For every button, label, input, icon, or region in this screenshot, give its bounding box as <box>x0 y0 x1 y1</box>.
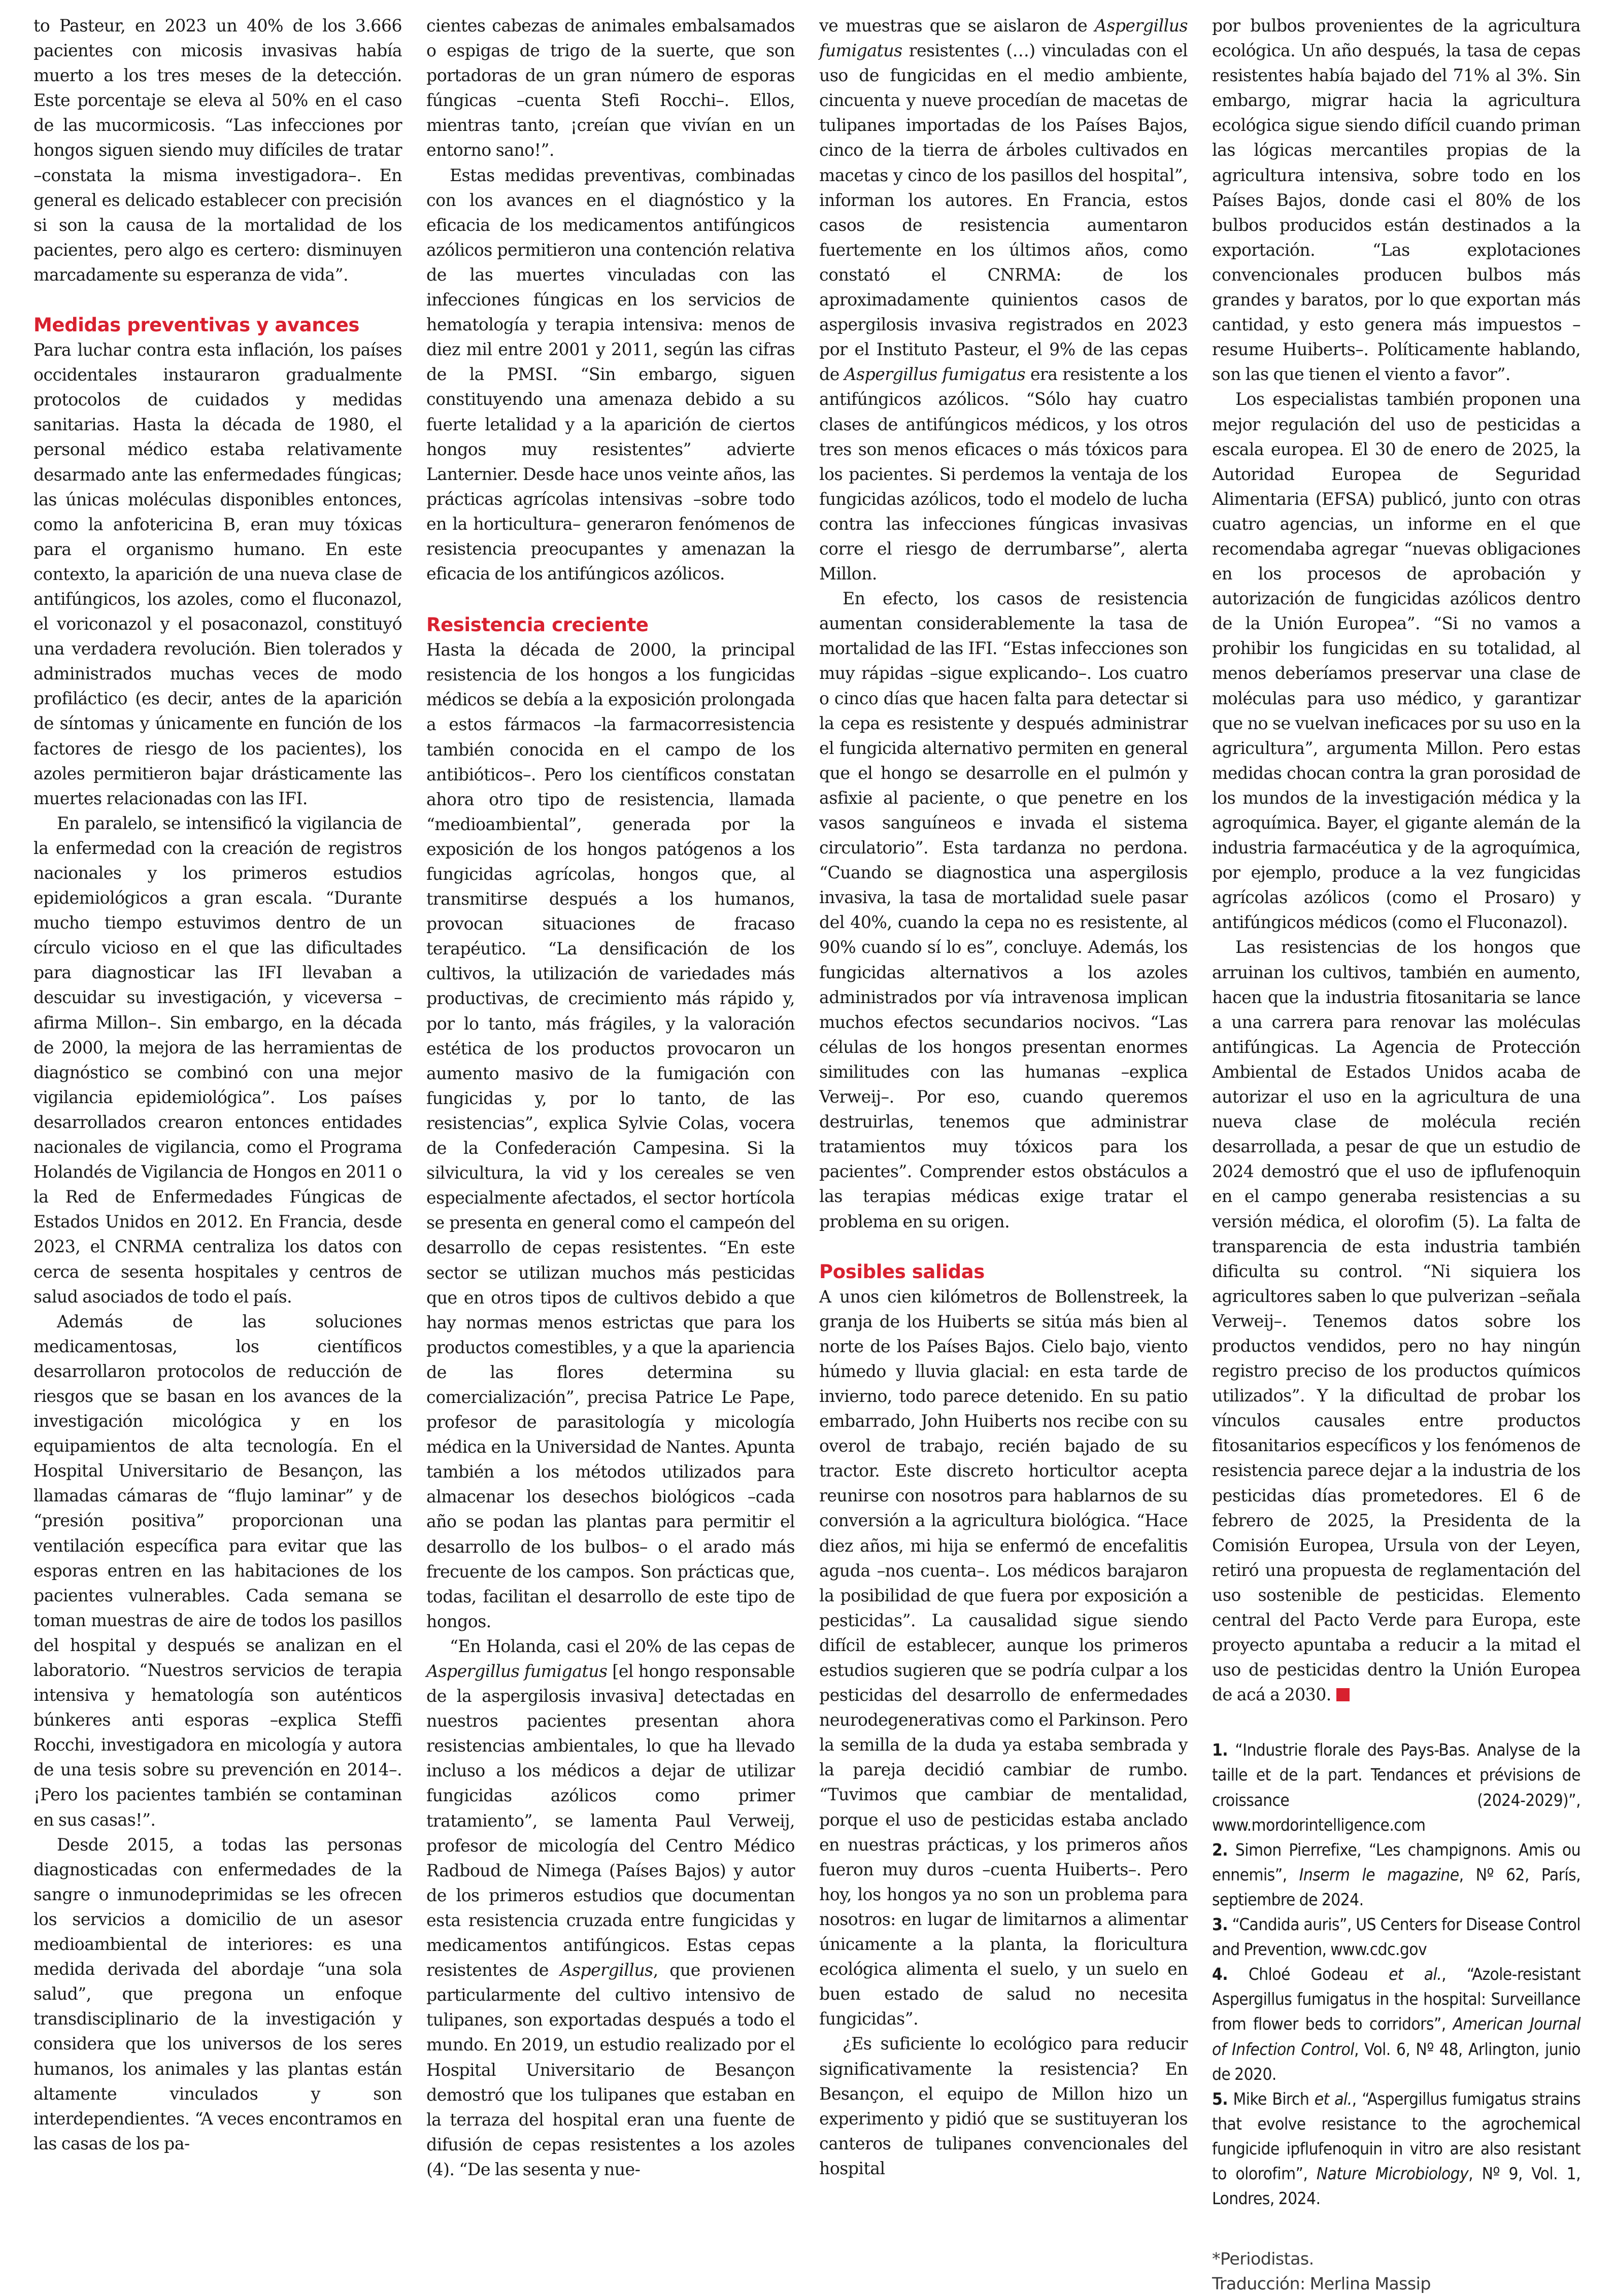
text-run: ¿Es suficiente lo ecológico para reducir significativamente la resistencia? En Besançon, el equipo de Millon hizo un experimento y pidió que se sustituyeran los canteros de tulipanes convencionales del hospital <box>819 2034 1188 2178</box>
italic-text: Aspergillus fumigatus <box>426 1661 608 1681</box>
text-run: , Nº 9, Vol. 1, Londres, 2024. <box>1212 2163 1581 2209</box>
text-run: resistentes (…) vinculadas con el uso de fungicidas en el medio ambiente, cincuenta y nueve procedían de macetas de tulipanes importadas de los Países Bajos, cinco de la tierra de árboles cultivados en macetas y cinco de los pasillos del hospital”, informan los autores. En Francia, estos casos de resistencia aumentaron fuertemente en los últimos años, como constató el CNRMA: de los aproximadamente quinientos casos de aspergilosis invasiva registrados en 2023 por el Instituto Pasteur, el 9% de las cepas de <box>819 41 1188 385</box>
footnote-number: 3. <box>1212 1914 1228 1935</box>
text-run: ve muestras que se aislaron de <box>819 16 1095 36</box>
text-run: En paralelo, se intensificó la vigilancia de la enfermedad con la creación de registros nacionales y los primeros estudios epidemiológicos a gran escala. “Durante mucho tiempo estuvimos dentro de un círculo vicioso en el que las dificultades para diagnosticar las IFI llevaban a descuidar su investigación, y viceversa –afirma Millon–. Sin embargo, en la década de 2000, la mejora de las herramientas de diagnóstico se combinó con una mejor vigilancia epidemiológica”. Los países desarrollados crearon entonces entidades nacionales de vigilancia, como el Programa Holandés de Vigilancia de Hongos en 2011 o la Red de Enfermedades Fúngicas de Estados Unidos en 2012. En Francia, desde 2023, el CNRMA centraliza los datos con cerca de sesenta hospitales y centros de salud asociados de todo el país. <box>33 813 402 1307</box>
text-run: , “Aspergillus fumigatus strains that evolve resistance to the agrochemical fungicide ipflufenoquin in vitro are also resistant to olorofim”, <box>1212 2088 1581 2183</box>
text-run: Además de las soluciones medicamentosas, los científicos desarrollaron protocolos de reducción de riesgos que se basan en los avances de la investigación micológica y en los equipamientos de alta tecnología. En el Hospital Universitario de Besançon, las llamadas cámaras de “flujo laminar” y de “presión positiva” proporcionan una ventilación específica para evitar que las esporas entren en las habitaciones de los pacientes vulnerables. Cada semana se toman muestras de aire de todos los pasillos del hospital y después se analizan en el laboratorio. “Nuestros servicios de terapia intensiva y hematología son auténticos búnkeres anti esporas –explica Steffi Rocchi, investigadora en micología y autora de una tesis sobre su prevención en 2014–. ¡Pero los pacientes también se contaminan en sus casas!”. <box>33 1311 402 1830</box>
text-run: , que provienen particularmente del cultivo intensivo de tulipanes, son exportadas después a todo el mundo. En 2019, un estudio realizado por el Hospital Universitario de Besançon demostró que los tulipanes que estaban en la terraza del hospital eran una fuente de difusión de cepas resistentes a los azoles (4). “De las sesenta y nue- <box>426 1960 795 2179</box>
author-credit: *Periodistas. <box>1212 2249 1314 2269</box>
footnote-number: 4. <box>1212 1964 1228 1984</box>
section-heading: Resistencia creciente <box>426 614 649 636</box>
text-run: Las resistencias de los hongos que arruinan los cultivos, también en aumento, hacen que la industria fitosanitaria se lance a una carrera para renovar las moléculas antifúngicas. La Agencia de Protección Ambiental de Estados Unidos acaba de autorizar el uso en la agricultura de una nueva clase de molécula recién desarrollada, a pesar de que un estudio de 2024 demostró que el uso de ipflufenoquin en el campo generaba resistencias a su versión médica, el olorofim (5). La falta de transparencia de esta industria también dificulta su control. “Ni siquiera los agricultores saben lo que pulverizan –señala Verweij–. Tenemos datos sobre los productos vendidos, pero no hay ningún registro preciso de los productos químicos utilizados”. Y la dificultad de probar los vínculos causales entre productos fitosanitarios específicos y los fenómenos de resistencia parece dejar a la industria de los pesticidas días prometedores. El 6 de febrero de 2025, la Presidenta de la Comisión Europea, Ursula von der Leyen, retiró una propuesta de reglamentación del uso sostenible de pesticidas. Elemento central del Pacto Verde para Europa, este proyecto apuntaba a reducir a la mitad el uso de pesticidas dentro la Unión Europea de acá a 2030. <box>1212 937 1581 1705</box>
italic-text: Aspergillus fumigatus <box>819 16 1188 61</box>
text-run: to Pasteur, en 2023 un 40% de los 3.666 pacientes con micosis invasivas había muerto a los tres meses de la detección. Este porcentaje se eleva al 50% en el caso de las mucormicosis. “Las infecciones por hongos siguen siendo muy difíciles de tratar –constata la misma investigadora–. En general es delicado establecer con precisión si son la causa de la mortalidad de los pacientes, pero algo es certero: disminuyen marcadamente su esperanza de vida”. <box>33 16 402 285</box>
paragraph <box>33 811 402 1309</box>
text-run: Mike Birch <box>1233 2088 1315 2109</box>
paragraph <box>819 586 1188 1233</box>
footnote-number: 1. <box>1212 1740 1228 1760</box>
footnote-number: 2. <box>1212 1839 1228 1860</box>
paragraph <box>426 1634 795 2182</box>
text-run: Chloé Godeau <box>1248 1964 1389 1984</box>
text-run: era resistente a los antifúngicos azólicos. “Sólo hay cuatro clases de antifúngicos médicos, y los otros tres son menos eficaces o más tóxicos para los pacientes. Si perdemos la ventaja de los fungicidas azólicos, todo el modelo de lucha contra las infecciones fúngicas invasivas corre el riesgo de derrumbarse”, alerta Millon. <box>819 364 1188 584</box>
paragraph <box>33 337 402 811</box>
text-run: por bulbos provenientes de la agricultura ecológica. Un año después, la tasa de cepas resistentes había bajado del 71% al 3%. Sin embargo, migrar hacia la agricultura ecológica sigue siendo difícil cuando priman las lógicas mercantiles propias de la agricultura intensiva, sobre todo en los Países Bajos, donde casi el 80% de los bulbos producidos están destinados a la exportación. “Las explotaciones convencionales producen bulbos más grandes y baratos, por lo que exportan más cantidad, y esto genera más impuestos –resume Huiberts–. Políticamente hablando, son las que tienen el viento a favor”. <box>1212 16 1581 385</box>
text-run: “Candida auris”, US Centers for Disease Control and Prevention, www.cdc.gov <box>1212 1914 1581 1960</box>
footnote <box>1212 1737 1581 1837</box>
paragraph <box>819 1284 1188 2032</box>
text-column-2 <box>426 13 795 2179</box>
end-of-article-square-icon <box>1336 1688 1350 1701</box>
paragraph <box>426 163 795 587</box>
section-heading: Posibles salidas <box>819 1260 985 1283</box>
italic-text: Inserm le magazine <box>1299 1864 1459 1884</box>
paragraph <box>1212 13 1581 387</box>
paragraph <box>1212 935 1581 1707</box>
footnote <box>1212 2086 1581 2211</box>
column-4-body <box>1212 13 1581 1707</box>
text-run: cientes cabezas de animales embalsamados o espigas de trigo de la suerte, que son portadoras de un gran número de esporas fúngicas –cuenta Stefi Rocchi–. Ellos, mientras tanto, ¡creían que vivían en un entorno sano!”. <box>426 16 795 160</box>
credits <box>1212 2246 1581 2296</box>
text-run: Hasta la década de 2000, la principal resistencia de los hongos a los fungicidas médicos se debía a la exposición prolongada a estos fármacos –la farmacorresistencia también conocida en el campo de los antibióticos–. Pero los científicos constatan ahora otro tipo de resistencia, llamada “medioambiental”, generada por la exposición de los hongos patógenos a los fungicidas agrícolas, hongos que, al transmitirse después a los humanos, provocan situaciones de fracaso terapéutico. “La densificación de los cultivos, la utilización de variedades más productivas, de crecimiento más rápido y, por lo tanto, más frágiles, y la valoración estética de los productos provocaron un aumento masivo de la fumigación con fungicidas y, por lo tanto, de las resistencias”, explica Sylvie Colas, vocera de la Confederación Campesina. Si la silvicultura, la vid y los cereales se ven especialmente afectados, el sector hortícola se presenta en general como el campeón del desarrollo de cepas resistentes. “En este sector se utilizan muchos más pesticidas que en otros tipos de cultivos debido a que hay normas menos estrictas que para los productos comestibles, y a que la apariencia de las flores determina su comercialización”, precisa Patrice Le Pape, profesor de parasitología y micología médica en la Universidad de Nantes. Apunta también a los métodos utilizados para almacenar los desechos biológicos –cada año se podan las plantas para permitir el desarrollo de los bulbos– o el arado más frecuente de los campos. Son prácticas que, todas, facilitan el desarrollo de este tipo de hongos. <box>426 640 795 1631</box>
italic-text: American Journal of Infection Control <box>1212 2014 1581 2059</box>
text-column-1 <box>33 13 402 2153</box>
paragraph <box>33 1309 402 1832</box>
paragraph <box>819 13 1188 586</box>
text-run: En efecto, los casos de resistencia aumentan considerablemente la tasa de mortalidad de las IFI. “Estas infecciones son muy rápidas –sigue explicando–. Los cuatro o cinco días que hacen falta para detectar si la cepa es resistente y después administrar el fungicida alternativo permiten en general que el hongo se desarrolle en el pulmón y asfixie al paciente, o que penetre en los vasos sanguíneos e invada el sistema circulatorio”. Esta tardanza no perdona. “Cuando se diagnostica una aspergilosis invasiva, la tasa de mortalidad suele pasar del 40%, cuando la cepa no es resistente, al 90% cuando sí lo es”, concluye. Además, los fungicidas alternativos a los azoles administrados por vía intravenosa implican muchos efectos secundarios nocivos. “Las células de los hongos presentan enormes similitudes con las humanas –explica Verweij–. Por eso, cuando queremos destruirlas, tenemos que administrar tratamientos muy tóxicos para los pacientes”. Comprender estos obstáculos a las terapias médicas exige tratar el problema en su origen. <box>819 589 1188 1231</box>
paragraph <box>33 1832 402 2156</box>
italic-text: Aspergillus <box>560 1960 653 1980</box>
text-run: [el hongo responsable de la aspergilosis invasiva] detectadas en nuestros pacientes presentan ahora resistencias ambientales, lo que ha llevado incluso a los médicos a dejar de utilizar fungicidas azólicos como primer tratamiento”, se lamenta Paul Verweij, profesor de micología del Centro Médico Radboud de Nimega (Países Bajos) y autor de los primeros estudios que documentan esta resistencia cruzada entre fungicidas y medicamentos antifúngicos. Estas cepas resistentes de <box>426 1661 795 1980</box>
text-run: “Industrie florale des Pays-Bas. Analyse de la taille et de la part. Tendances et prévisions de croissance (2024-2029)”, www.mordorintelligence.com <box>1212 1740 1581 1835</box>
text-run: Desde 2015, a todas las personas diagnosticadas con enfermedades de la sangre o inmunodeprimidas se les ofrecen los servicios a domicilio de un asesor medioambiental de interiores: es una medida derivada del abordaje “una sola salud”, que pregona un enfoque transdisciplinario de la investigación y considera que los universos de los seres humanos, los animales y las plantas están altamente vinculados y son interdependientes. “A veces encontramos en las casas de los pa- <box>33 1834 402 2153</box>
paragraph <box>819 2031 1188 2181</box>
italic-text: Nature Microbiology <box>1316 2163 1469 2183</box>
paragraph <box>33 13 402 287</box>
italic-text: et al. <box>1314 2088 1352 2109</box>
footnote <box>1212 1837 1581 1912</box>
footnote-number: 5. <box>1212 2088 1228 2109</box>
text-column-3 <box>819 13 1188 2178</box>
footnote <box>1212 1912 1581 1962</box>
text-run: Los especialistas también proponen una mejor regulación del uso de pesticidas a escala europea. El 30 de enero de 2025, la Autoridad Europea de Seguridad Alimentaria (EFSA) publicó, junto con otras cuatro agencias, un informe en el que recomendaba agregar “nuevas obligaciones en los procesos de aprobación y autorización de fungicidas azólicos dentro de la Unión Europea”. “Si no vamos a prohibir los fungicidas en su totalidad, al menos deberíamos preservar una clase de moléculas para uso médico, y garantizar que no se vuelvan ineficaces por su uso en la agricultura”, argumenta Millon. Pero estas medidas chocan contra la gran porosidad de los mundos de la investigación médica y la agroquímica. Bayer, el gigante alemán de la industria farmacéutica y de la agroquímica, por ejemplo, produce a la vez fungicidas agrícolas azólicos (como el Prosaro) y antifúngicos médicos (como el Fluconazol). <box>1212 389 1581 933</box>
text-run: , Nº 62, París, septiembre de 2024. <box>1212 1864 1581 1909</box>
italic-text: et al. <box>1388 1964 1442 1984</box>
text-run: Estas medidas preventivas, combinadas con los avances en el diagnóstico y la eficacia de los medicamentos antifúngicos azólicos permitieron una contención relativa de las muertes vinculadas con las infecciones fúngicas en los servicios de hematología y terapia intensiva: menos de diez mil entre 2001 y 2011, según las cifras de la PMSI. “Sin embargo, siguen constituyendo una amenaza debido a su fuerte letalidad y a la aparición de ciertos hongos muy resistentes” advierte Lanternier. Desde hace unos veinte años, las prácticas agrícolas intensivas –sobre todo en la horticultura– generaron fenómenos de resistencia preocupantes y amenazan la eficacia de los antifúngicos azólicos. <box>426 165 795 584</box>
footnote <box>1212 1962 1581 2086</box>
italic-text: Aspergillus fumigatus <box>844 364 1026 385</box>
paragraph <box>1212 387 1581 935</box>
footnotes <box>1212 1737 1581 2211</box>
text-run: Para luchar contra esta inflación, los países occidentales instauraron gradualmente protocolos de cuidados y medidas sanitarias. Hasta la década de 1980, el personal médico estaba relativamente desarmado ante las enfermedades fúngicas; las únicas moléculas disponibles entonces, como la anfotericina B, eran muy tóxicas para el organismo humano. En este contexto, la aparición de una nueva clase de antifúngicos, los azoles, como el fluconazol, el voriconazol y el posaconazol, constituyó una verdadera revolución. Bien tolerados y administrados muchas veces de modo profiláctico (es decir, antes de la aparición de síntomas y únicamente en función de los factores de riesgo de los pacientes), los azoles permitieron bajar drásticamente las muertes relacionadas con las IFI. <box>33 340 402 808</box>
translator-credit: Traducción: Merlina Massip <box>1212 2274 1431 2294</box>
paragraph <box>426 13 795 163</box>
text-run: “En Holanda, casi el 20% de las cepas de <box>450 1636 795 1656</box>
text-run: Simon Pierrefixe, “Les champignons. Amis ou ennemis”, <box>1212 1839 1581 1884</box>
paragraph <box>426 637 795 1634</box>
text-run: , Vol. 6, Nº 48, Arlington, junio de 2020. <box>1212 2039 1581 2084</box>
text-column-4 <box>1212 13 1581 2294</box>
text-run: , “Azole-resistant Aspergillus fumigatus in the hospital: Surveillance from flower beds to corridors”, <box>1212 1964 1581 2034</box>
text-run: A unos cien kilómetros de Bollenstreek, la granja de los Huiberts se sitúa más bien al norte de los Países Bajos. Cielo bajo, viento húmedo y lluvia glacial: en esta tarde de invierno, todo parece detenido. En su patio embarrado, John Huiberts nos recibe con su overol de trabajo, recién bajado de su tractor. Este discreto horticultor acepta reunirse con nosotros para hablarnos de su conversión a la agricultura biológica. “Hace diez años, mi hija se enfermó de encefalitis aguda –nos cuenta–. Los médicos barajaron la posibilidad de que fuera por exposición a pesticidas”. La causalidad sigue siendo difícil de establecer, aunque los primeros estudios sugieren que se podría culpar a los pesticidas del desarrollo de enfermedades neurodegenerativas como el Parkinson. Pero la semilla de la duda ya estaba sembrada y la pareja decidió cambiar de rumbo. “Tuvimos que cambiar de mentalidad, porque el uso de pesticidas estaba anclado en nuestras prácticas, y los primeros años fueron muy duros –cuenta Huiberts–. Pero hoy, los hongos ya no son un problema para nosotros: en lugar de limitarnos a alimentar únicamente a la planta, la floricultura ecológica alimenta el suelo, y un suelo en buen estado de salud no necesita fungicidas”. <box>819 1286 1188 2029</box>
section-heading: Medidas preventivas y avances <box>33 314 360 336</box>
